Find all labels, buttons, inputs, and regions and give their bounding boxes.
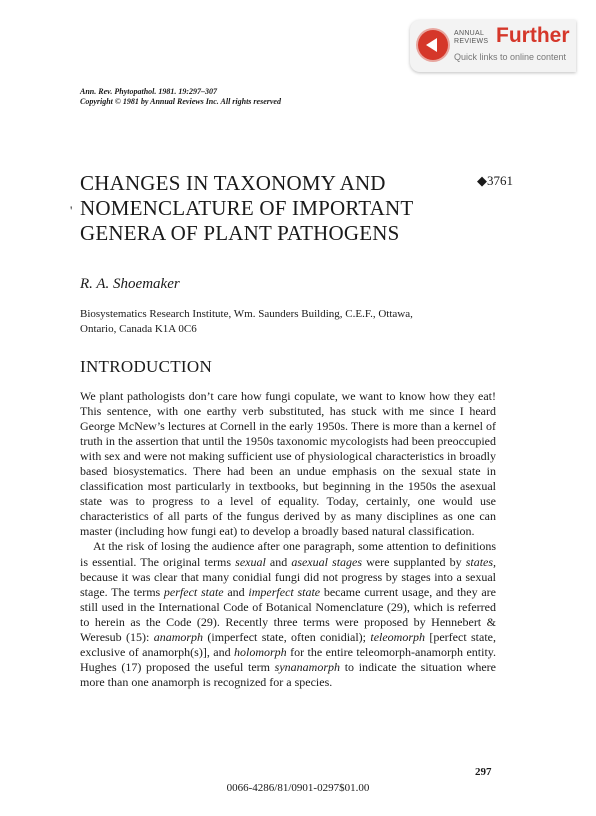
italic-term: states, (465, 554, 497, 569)
text-run: because it was clear that many conidial fungi did not progress by stages into a sexual stage. The terms (80, 569, 496, 599)
text-run: and (265, 554, 292, 569)
journal-citation (80, 87, 281, 107)
back-arrow-icon (418, 30, 448, 60)
annual-reviews-logo-text: ANNUAL REVIEWS (454, 30, 489, 45)
affiliation-line-1: Biosystematics Research Institute, Wm. Saunders Building, C.E.F., Ottawa, (80, 308, 413, 320)
text-run: and (223, 584, 249, 599)
title-line-2: NOMENCLATURE OF IMPORTANT (80, 196, 414, 220)
text-run: to indicate the situation where more than one anamorph is recognized for a species. (80, 659, 497, 689)
text-run: were supplanted by (362, 554, 466, 569)
page-number: 297 (475, 766, 492, 778)
footer-code: 0066-4286/81/0901-0297$01.00 (226, 782, 370, 794)
paragraph-1: We plant pathologists don’t care how fungi copulate, we want to know how they eat! This sentence, with one earthy verb substituted, has stuck with me since I heard George McNew’s lectures at Cornell in the early 1950s. There is more than a kernel of truth in the assertion that until the 1950s taxonomic mycologists had been preoccupied with sex and were not making sufficient use of physiological characteristics in broadly based biosystematics. There had been an undue emphasis on the sexual state in classification most particularly in textbooks, but beginning in the 1950s the asexual state was to progress to a level of equality. Today, certainly, one would use characteristics of all parts of the fungus derived by as many disciplines as one can master (including how fungi eat) to develop a broadly based natural classification. (80, 389, 496, 539)
article-title (80, 171, 480, 246)
article-id: ◆3761 (477, 173, 513, 188)
text-run: [perfect state, exclusive of anamorph(s)], and (80, 629, 496, 659)
text-run: became current usage, and they are still used in the International Code of Botanical Nomenclature (29), which is referred to herein as the Code (29). Recently three terms were proposed by Hennebert & Weresub (15): (80, 584, 497, 644)
citation-line-2: Copyright © 1981 by Annual Reviews Inc. All rights reserved (80, 97, 281, 106)
italic-term: imperfect state (248, 584, 321, 599)
text-run: for the entire teleomorph-anamorph entity. Hughes (17) proposed the useful term (80, 644, 496, 674)
further-label: Further (496, 24, 570, 47)
further-badge-link[interactable] (410, 20, 576, 72)
title-line-3: GENERA OF PLANT PATHOGENS (80, 221, 400, 245)
title-line-1: CHANGES IN TAXONOMY AND (80, 171, 386, 195)
italic-term: asexual stages (291, 554, 363, 569)
section-heading: INTRODUCTION (80, 357, 213, 376)
margin-mark: ' (70, 203, 73, 218)
further-subtitle: Quick links to online content (454, 52, 567, 62)
paragraph-2 (80, 539, 496, 689)
affiliation-line-2: Ontario, Canada K1A 0C6 (80, 323, 197, 335)
text-run: At the risk of losing the audience after one paragraph, some attention to definitions is essential. The original terms (80, 539, 496, 569)
body-text (80, 389, 496, 690)
italic-term: perfect state (163, 584, 224, 599)
author-name: R. A. Shoemaker (80, 276, 180, 292)
italic-term: sexual (235, 554, 266, 569)
text-run: (imperfect state, often conidial); (203, 629, 371, 644)
citation-line-1: Ann. Rev. Phytopathol. 1981. 19:297–307 (80, 87, 218, 96)
italic-term: teleomorph (370, 629, 426, 644)
italic-term: holomorph (234, 644, 287, 659)
italic-term: anamorph (153, 629, 204, 644)
italic-term: synanamorph (274, 659, 341, 674)
author-affiliation (80, 307, 500, 337)
